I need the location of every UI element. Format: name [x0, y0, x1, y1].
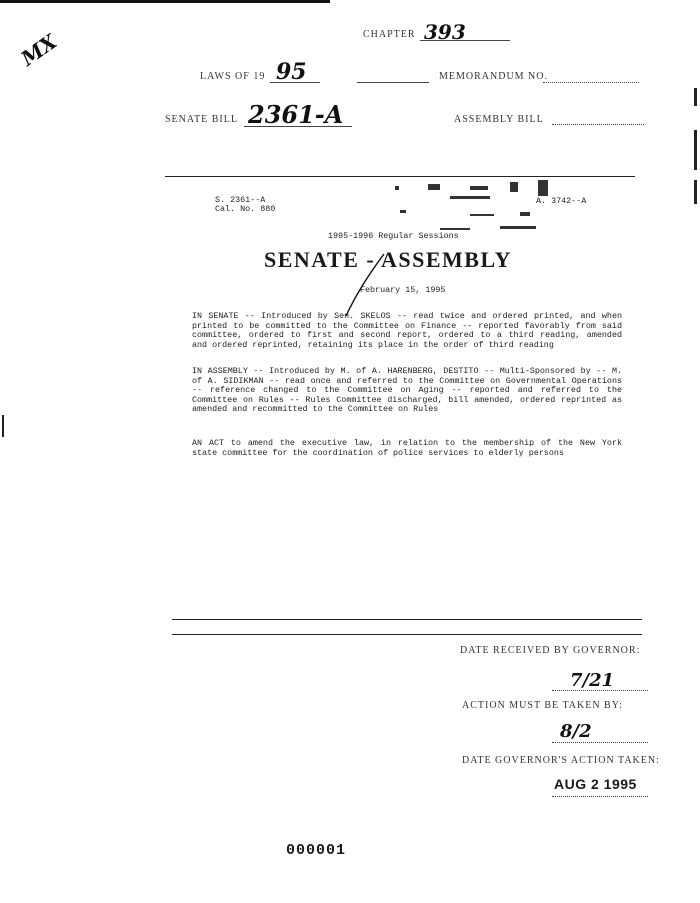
- laws-year: 95: [276, 59, 307, 85]
- chapter-label: CHAPTER: [363, 29, 416, 40]
- scan-speck: [395, 186, 399, 190]
- chapter-line: [420, 40, 510, 41]
- right-edge-mark: [694, 130, 697, 170]
- assembly-bill-label: ASSEMBLY BILL: [454, 114, 544, 125]
- assembly-number: A. 3742--A: [536, 196, 587, 206]
- chapter-value: 393: [424, 20, 466, 44]
- calendar-number: Cal. No. 880: [215, 204, 276, 214]
- margin-initials: MX: [16, 29, 62, 71]
- date-received-line: [552, 690, 648, 691]
- scan-speck: [520, 212, 530, 216]
- assembly-history: IN ASSEMBLY -- Introduced by M. of A. HARENBERG, DESTITO -- Multi-Sponsored by -- M. of A. SIDIKMAN -- read once and referred to the Committee on Governmental Operations -- reference changed to the Committee on Aging -- reported and referred to the Committee on Rules -- Rules Committee discharged, bill amended, ordered reprinted as amended and recommitted to the Committee on Rules: [192, 366, 622, 415]
- scan-speck: [440, 228, 470, 230]
- action-taken-stamp: AUG 2 1995: [554, 776, 637, 792]
- action-by-label: ACTION MUST BE TAKEN BY:: [462, 700, 623, 711]
- session: 1995-1996 Regular Sessions: [328, 231, 459, 241]
- scan-speck: [470, 214, 494, 216]
- date-received-label: DATE RECEIVED BY GOVERNOR:: [460, 645, 641, 656]
- scan-speck: [470, 186, 488, 190]
- senate-bill-line: [244, 126, 352, 127]
- right-edge-mark: [694, 88, 697, 106]
- laws-blank-line: [357, 82, 429, 83]
- action-by-value: 8/2: [560, 721, 592, 742]
- scan-speck: [510, 182, 518, 192]
- top-scan-edge: [0, 0, 330, 3]
- memorandum-label: MEMORANDUM NO.: [439, 71, 549, 82]
- right-edge-mark: [694, 180, 697, 204]
- senate-history: IN SENATE -- Introduced by Sen. SKELOS -- read twice and ordered printed, and when printed to be committed to the Committee on Finance -- reported favorably from said committee, ordered to first and second report, ordered to a third reading, amended and ordered reprinted, retaining its place in the order of third reading: [192, 311, 622, 350]
- page-number: 000001: [286, 842, 347, 859]
- action-taken-label: DATE GOVERNOR'S ACTION TAKEN:: [462, 755, 660, 766]
- bill-title: SENATE - ASSEMBLY: [264, 247, 513, 272]
- scan-speck: [450, 196, 490, 199]
- senate-bill-value: 2361-A: [248, 100, 344, 129]
- bill-top-rule: [165, 176, 635, 177]
- date-received-value: 7/21: [570, 670, 615, 691]
- senate-bill-label: SENATE BILL: [165, 114, 238, 125]
- bill-date: February 15, 1995: [360, 285, 446, 295]
- action-by-line: [552, 742, 648, 743]
- assembly-bill-line: [552, 124, 644, 125]
- scan-speck: [400, 210, 406, 213]
- laws-label: LAWS OF 19: [200, 71, 266, 82]
- action-taken-line: [552, 796, 648, 797]
- memorandum-line: [543, 82, 639, 83]
- act-description: AN ACT to amend the executive law, in relation to the membership of the New York state committee for the coordination of police services to elderly persons: [192, 438, 622, 458]
- scan-speck: [428, 184, 440, 190]
- scan-speck: [500, 226, 536, 229]
- scan-speck: [538, 180, 548, 196]
- laws-line: [270, 82, 320, 83]
- left-edge-mark: [2, 415, 4, 437]
- senate-number: S. 2361--A: [215, 195, 266, 205]
- separator-rule-1: [172, 619, 642, 620]
- separator-rule-2: [172, 634, 642, 635]
